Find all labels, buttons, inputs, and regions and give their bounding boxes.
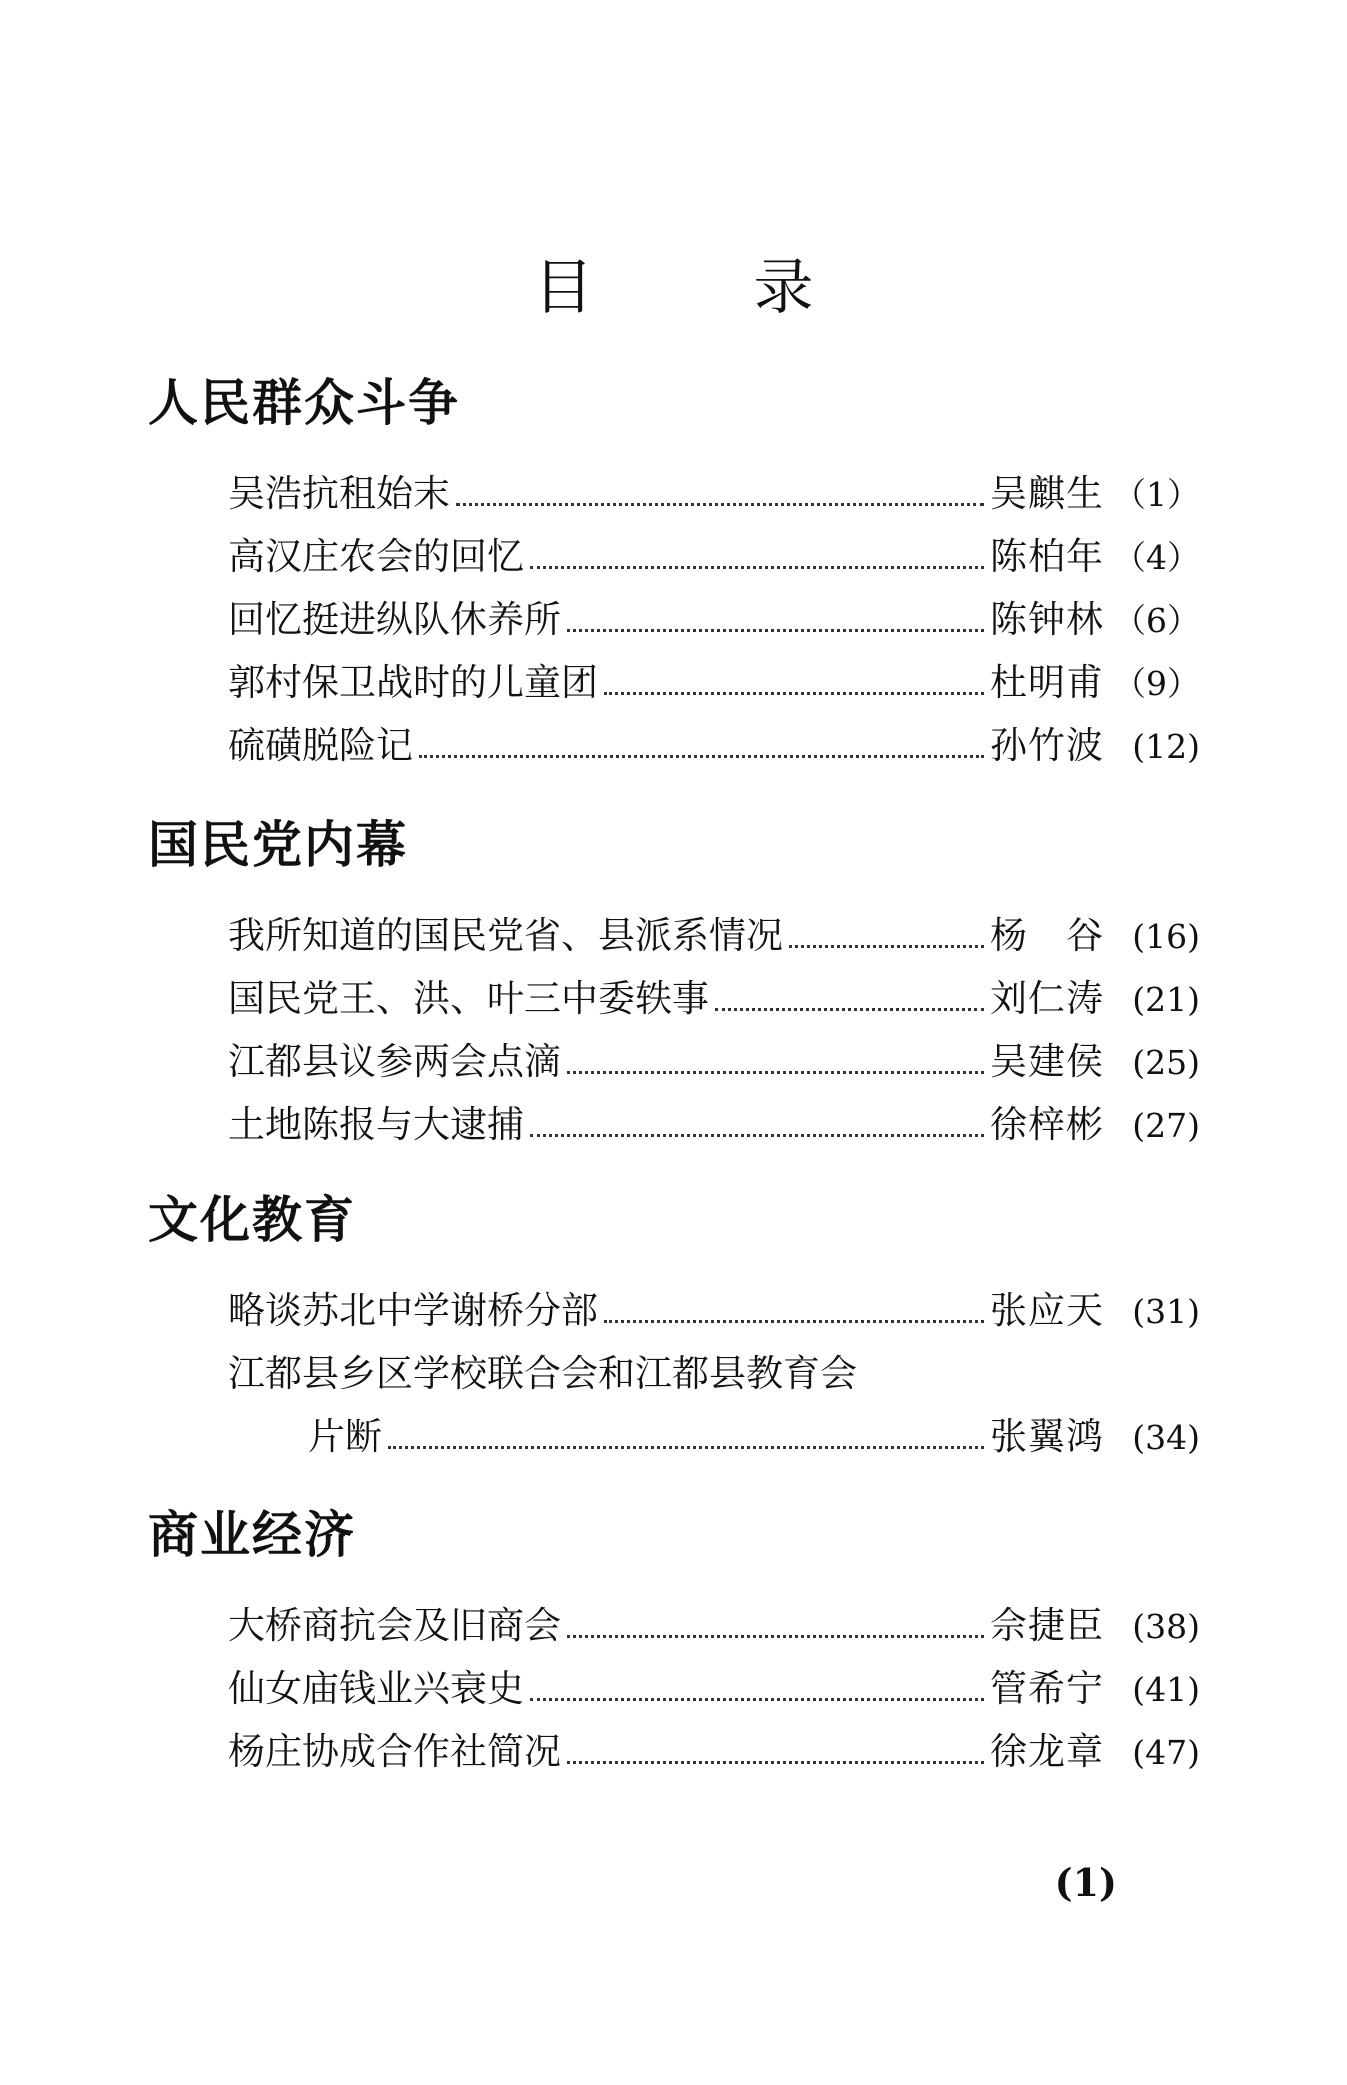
toc-entry (148, 588, 1200, 651)
entry-title: 郭村保卫战时的儿童团 (228, 661, 598, 704)
entry-page: （9） (1113, 664, 1200, 703)
dot-leader (567, 1635, 984, 1638)
entry-author: 徐梓彬 (990, 1103, 1104, 1146)
dot-leader (567, 1071, 984, 1074)
dot-leader (604, 1320, 984, 1323)
page-number: (1) (1054, 1860, 1117, 1905)
section-heading: 国民党内幕 (148, 816, 408, 874)
entry-page: (34) (1132, 1418, 1200, 1457)
entry-title: 片断 (308, 1415, 382, 1458)
entry-author: 刘仁涛 (990, 977, 1104, 1020)
entry-title: 杨庄协成合作社简况 (228, 1730, 561, 1773)
toc-entry (148, 462, 1200, 525)
section-heading: 商业经济 (148, 1506, 356, 1564)
dot-leader (456, 503, 984, 506)
entry-author: 佘捷臣 (990, 1604, 1104, 1647)
entry-title: 仙女庙钱业兴衰史 (228, 1667, 524, 1710)
dot-leader (715, 1008, 984, 1011)
entry-page: (27) (1132, 1106, 1200, 1145)
toc-entry (148, 1030, 1200, 1093)
toc-entry (148, 904, 1200, 967)
toc-entry (148, 1405, 1200, 1468)
toc-entry (148, 651, 1200, 714)
toc-section (148, 1500, 1200, 1783)
dot-leader (419, 755, 984, 758)
entry-title-line: 江都县乡区学校联合会和江都县教育会 (228, 1352, 857, 1395)
entry-title: 高汉庄农会的回忆 (228, 535, 524, 578)
entry-page: (31) (1132, 1292, 1200, 1331)
page-title: 目录 (533, 253, 974, 323)
entry-title: 我所知道的国民党省、县派系情况 (228, 914, 783, 957)
entry-author: 杜明甫 (990, 661, 1104, 704)
entry-author: 陈柏年 (990, 535, 1104, 578)
dot-leader (530, 1698, 984, 1701)
toc-entry (148, 1594, 1200, 1657)
entry-author: 杨 谷 (990, 914, 1104, 957)
entry-page: (25) (1132, 1043, 1200, 1082)
toc-entry (148, 1720, 1200, 1783)
entry-page: (41) (1132, 1670, 1200, 1709)
entry-author: 吴建侯 (990, 1040, 1104, 1083)
entry-author: 吴麒生 (990, 472, 1104, 515)
entry-title: 土地陈报与大逮捕 (228, 1103, 524, 1146)
entry-title: 大桥商抗会及旧商会 (228, 1604, 561, 1647)
entry-author: 陈钟林 (990, 598, 1104, 641)
dot-leader (530, 566, 984, 569)
dot-leader (388, 1446, 984, 1449)
toc-entry (148, 967, 1200, 1030)
dot-leader (604, 692, 984, 695)
dot-leader (567, 629, 984, 632)
toc-entry (148, 1279, 1200, 1342)
toc-entry (148, 714, 1200, 777)
entry-page: (47) (1132, 1733, 1200, 1772)
toc-entry (148, 1093, 1200, 1156)
entry-author: 管希宁 (990, 1667, 1104, 1710)
entry-author: 孙竹波 (990, 724, 1104, 767)
entry-title: 略谈苏北中学谢桥分部 (228, 1289, 598, 1332)
toc-section (148, 1185, 1200, 1468)
entry-page: (38) (1132, 1607, 1200, 1646)
toc-section (148, 368, 1200, 777)
entry-page: (16) (1132, 917, 1200, 956)
entry-page: （1） (1113, 475, 1200, 514)
entry-page: (12) (1132, 727, 1200, 766)
section-heading: 文化教育 (148, 1191, 356, 1249)
entry-title: 国民党王、洪、叶三中委轶事 (228, 977, 709, 1020)
toc-section (148, 810, 1200, 1156)
entry-page: （6） (1113, 601, 1200, 640)
entry-title: 硫磺脱险记 (228, 724, 413, 767)
entry-page: (21) (1132, 980, 1200, 1019)
toc-entry (148, 1657, 1200, 1720)
entry-author: 徐龙章 (990, 1730, 1104, 1773)
toc-entry (148, 525, 1200, 588)
dot-leader (567, 1761, 984, 1764)
entry-title: 回忆挺进纵队休养所 (228, 598, 561, 641)
entry-author: 张应天 (990, 1289, 1104, 1332)
entry-title: 江都县议参两会点滴 (228, 1040, 561, 1083)
section-heading: 人民群众斗争 (148, 374, 460, 432)
dot-leader (530, 1134, 984, 1137)
entry-author: 张翼鸿 (990, 1415, 1104, 1458)
entry-page: （4） (1113, 538, 1200, 577)
entry-title: 吴浩抗租始末 (228, 472, 450, 515)
dot-leader (789, 945, 984, 948)
